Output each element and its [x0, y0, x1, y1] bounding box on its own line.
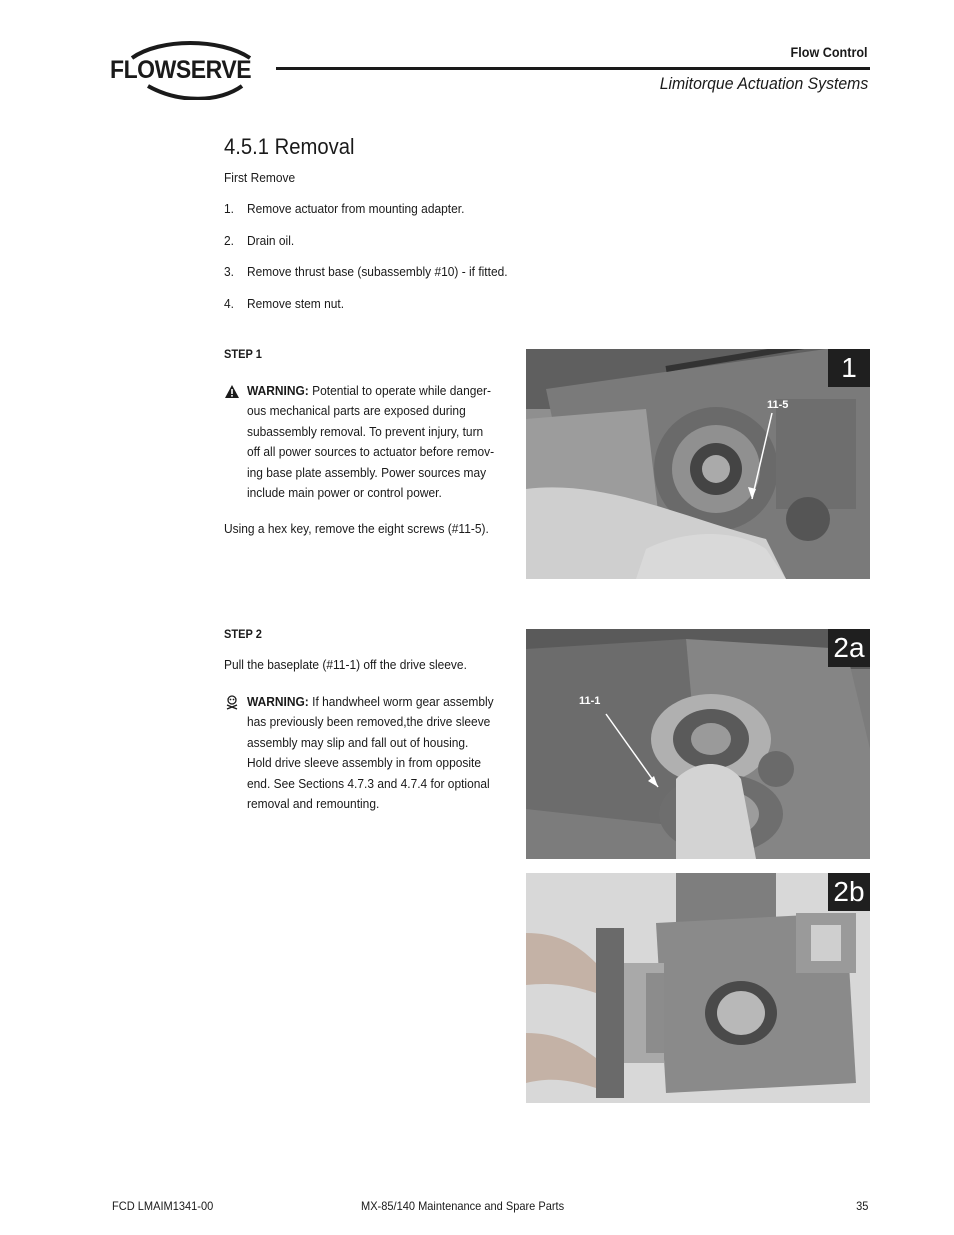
warning-line: assembly may slip and fall out of housing. [247, 734, 469, 750]
step1-heading: STEP 1 [224, 347, 262, 361]
step2-instruction: Pull the baseplate (#11-1) off the drive sleeve. [224, 657, 467, 672]
list-item-number: 4. [224, 296, 234, 311]
warning-line: subassembly removal. To prevent injury, turn [247, 423, 484, 439]
list-item-number: 3. [224, 264, 234, 279]
warning-label: WARNING: [247, 383, 309, 398]
step2-warning [247, 692, 494, 814]
warning-label: WARNING: [247, 694, 309, 709]
logo-wordmark: FLOWSERVE [110, 56, 252, 84]
warning-line: Potential to operate while danger- [312, 383, 491, 398]
figure-1-label: 1 [828, 349, 870, 387]
step1-warning [247, 381, 494, 503]
list-item-text: Drain oil. [247, 233, 295, 248]
list-item-text: Remove stem nut. [247, 296, 345, 311]
list-item-text: Remove actuator from mounting adapter. [247, 201, 465, 216]
callout-11-1: 11-1 [579, 695, 601, 707]
callout-11-5: 11-5 [767, 399, 789, 411]
intro-text: First Remove [224, 170, 296, 185]
list-item-number: 2. [224, 233, 234, 248]
step1-instruction: Using a hex key, remove the eight screws (#11-5). [224, 521, 489, 536]
figure-1-photo [526, 349, 870, 579]
footer-doc-id: FCD LMAIM1341-00 [112, 1199, 214, 1213]
warning-line: removal and remounting. [247, 796, 380, 812]
warning-triangle-icon [224, 384, 240, 400]
warning-line: ous mechanical parts are exposed during [247, 403, 466, 419]
warning-line: If handwheel worm gear assembly [312, 694, 494, 709]
list-item-text: Remove thrust base (subassembly #10) - if fitted. [247, 264, 508, 279]
warning-line: include main power or control power. [247, 485, 442, 501]
header-rule [276, 67, 870, 70]
list-item-number: 1. [224, 201, 234, 216]
header-subtitle: Limitorque Actuation Systems [659, 74, 868, 93]
warning-line: end. See Sections 4.7.3 and 4.7.4 for optional [247, 775, 490, 791]
footer-doc-title: MX-85/140 Maintenance and Spare Parts [361, 1199, 565, 1213]
header-title: Flow Control [791, 44, 868, 60]
warning-line: off all power sources to actuator before remov- [247, 444, 495, 460]
figure-2b-photo [526, 873, 870, 1103]
figure-2b-label: 2b [828, 873, 870, 911]
skull-crossbones-icon [224, 694, 240, 710]
figure-2a-label: 2a [828, 629, 870, 667]
flowserve-logo [110, 40, 270, 100]
footer-page-number: 35 [855, 1199, 868, 1213]
section-title: 4.5.1 Removal [224, 134, 355, 159]
warning-line: has previously been removed,the drive sleeve [247, 714, 491, 730]
warning-line: Hold drive sleeve assembly in from opposite [247, 755, 481, 771]
step2-heading: STEP 2 [224, 627, 262, 641]
warning-line: ing base plate assembly. Power sources may [247, 464, 487, 480]
figure-2a-photo [526, 629, 870, 859]
